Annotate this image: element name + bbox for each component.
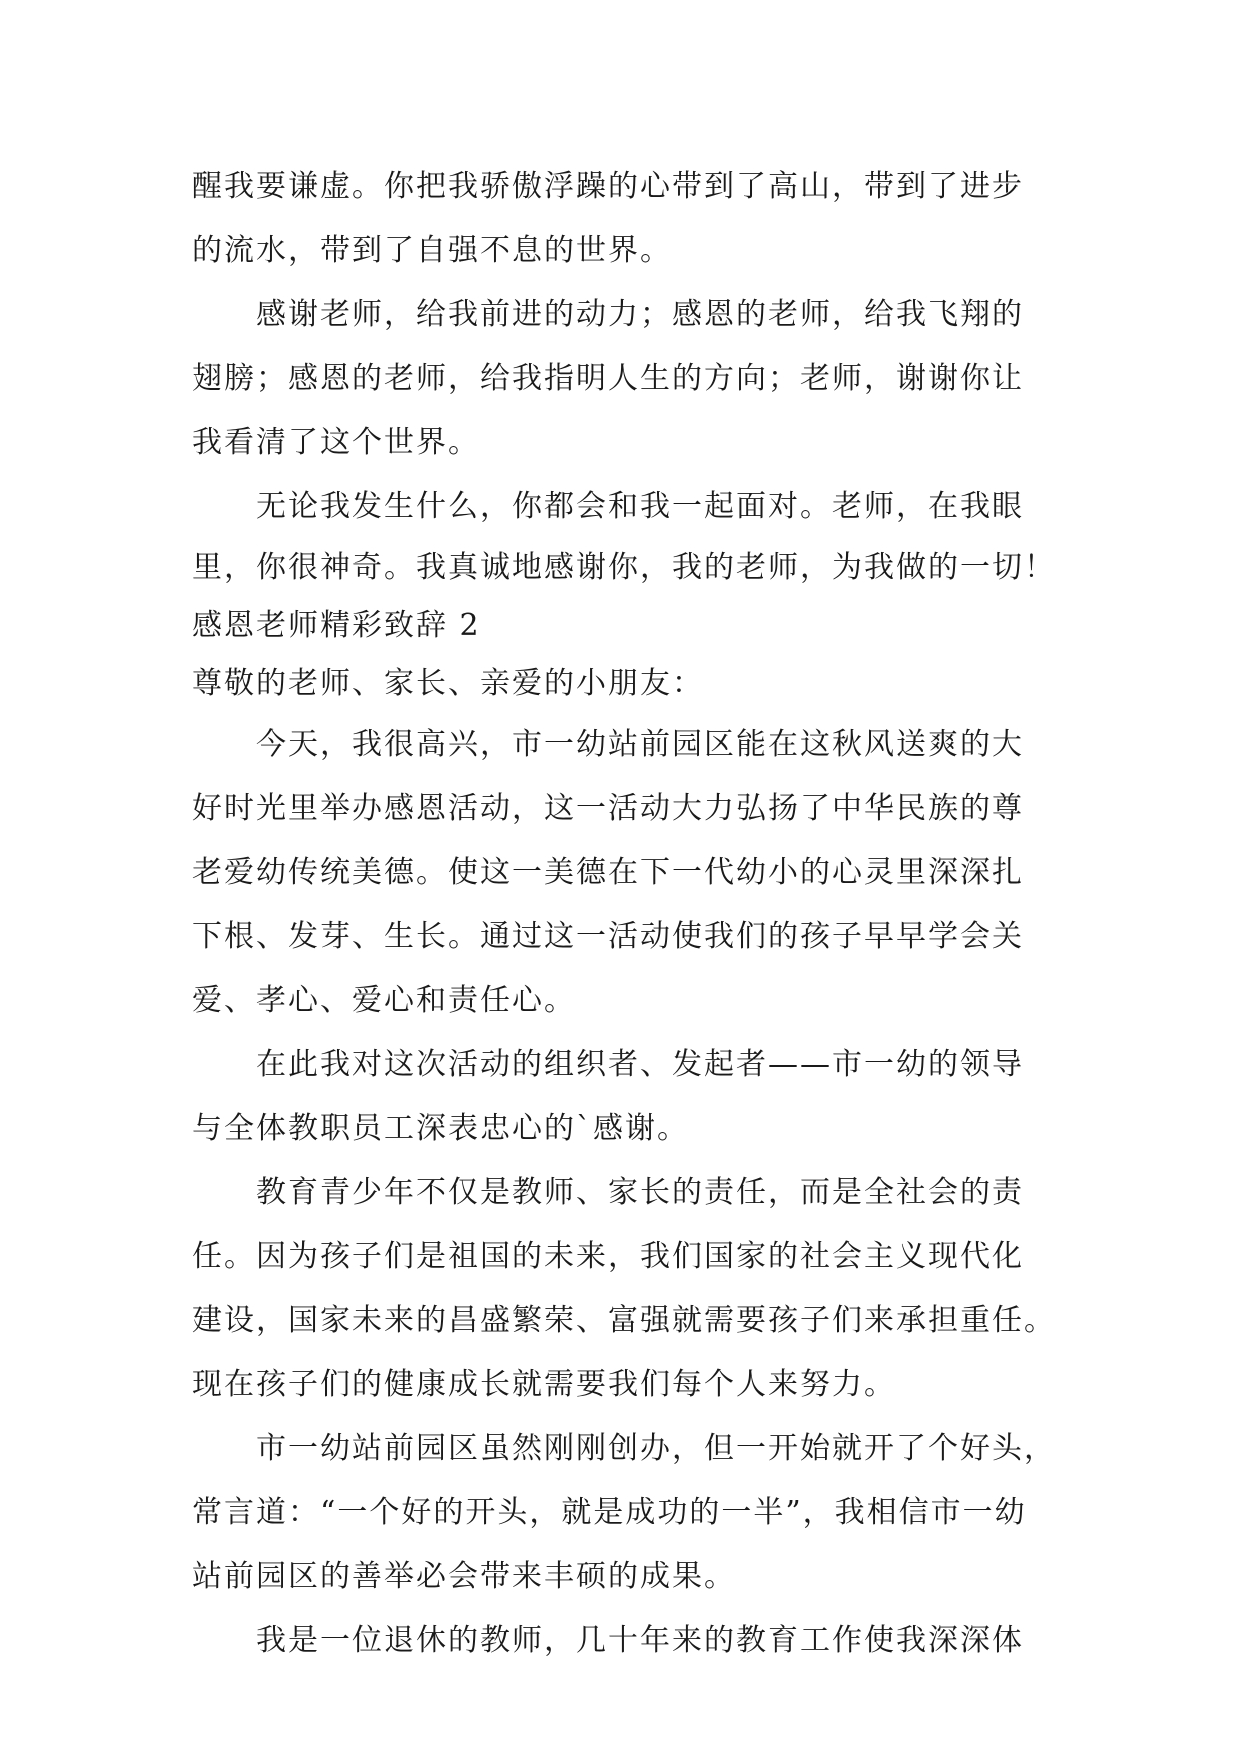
text-line: 现在孩子们的健康成长就需要我们每个人来努力。 <box>192 1367 896 1402</box>
text-line: 好时光里举办感恩活动，这一活动大力弘扬了中华民族的尊 <box>192 791 1024 826</box>
text-line: 里，你很神奇。我真诚地感谢你，我的老师，为我做的一切！ <box>192 550 1056 585</box>
text-line: 老爱幼传统美德。使这一美德在下一代幼小的心灵里深深扎 <box>192 855 1024 890</box>
text-line: 我看清了这个世界。 <box>192 425 480 460</box>
text-line: 与全体教职员工深表忠心的`感谢。 <box>192 1111 689 1146</box>
text-line: 站前园区的善举必会带来丰硕的成果。 <box>192 1559 736 1594</box>
text-line: 建设，国家未来的昌盛繁荣、富强就需要孩子们来承担重任。 <box>192 1303 1056 1338</box>
paragraph-start-line: 教育青少年不仅是教师、家长的责任，而是全社会的责 <box>256 1175 1024 1210</box>
paragraph-start-line: 我是一位退休的教师，几十年来的教育工作使我深深体 <box>256 1623 1024 1658</box>
paragraph-start-line: 今天，我很高兴，市一幼站前园区能在这秋风送爽的大 <box>256 727 1024 762</box>
text-line: 翅膀；感恩的老师，给我指明人生的方向；老师，谢谢你让 <box>192 361 1024 396</box>
text-line: 醒我要谦虚。你把我骄傲浮躁的心带到了高山，带到了进步 <box>192 169 1024 204</box>
paragraph-start-line: 无论我发生什么，你都会和我一起面对。老师，在我眼 <box>256 489 1024 524</box>
paragraph-start-line: 在此我对这次活动的组织者、发起者——市一幼的领导 <box>256 1047 1024 1082</box>
document-body <box>192 155 1056 1673</box>
salutation-line: 尊敬的老师、家长、亲爱的小朋友： <box>192 666 704 701</box>
paragraph-start-line: 市一幼站前园区虽然刚刚创办，但一开始就开了个好头， <box>256 1431 1056 1466</box>
text-line: 常言道：“一个好的开头，就是成功的一半”，我相信市一幼 <box>192 1495 1027 1530</box>
section-heading: 感恩老师精彩致辞 2 <box>192 608 481 643</box>
text-line: 的流水，带到了自强不息的世界。 <box>192 233 672 268</box>
paragraph-start-line: 感谢老师，给我前进的动力；感恩的老师，给我飞翔的 <box>256 297 1024 332</box>
text-line: 爱、孝心、爱心和责任心。 <box>192 983 576 1018</box>
text-line: 任。因为孩子们是祖国的未来，我们国家的社会主义现代化 <box>192 1239 1024 1274</box>
text-line: 下根、发芽、生长。通过这一活动使我们的孩子早早学会关 <box>192 919 1024 954</box>
